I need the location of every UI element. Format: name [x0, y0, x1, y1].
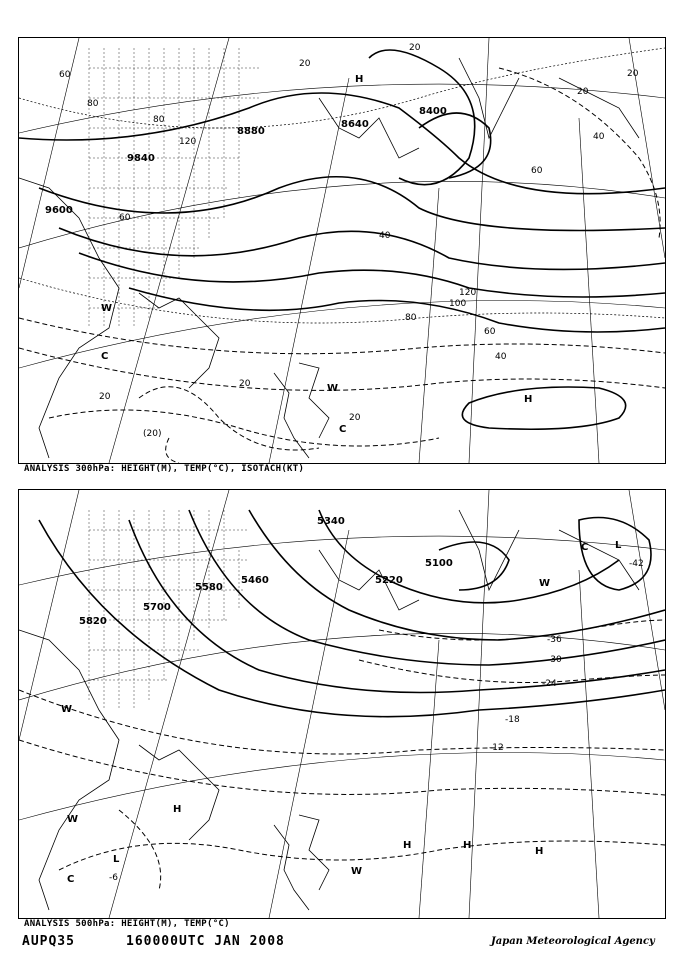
temp-label: -36	[547, 635, 562, 645]
high-center-label: H	[463, 840, 472, 851]
isotach-label: 20	[627, 69, 639, 79]
isotherms	[19, 620, 665, 890]
cold-center-label: C	[67, 874, 75, 885]
height-label: 8400	[419, 106, 447, 117]
temp-label: -30	[547, 655, 562, 665]
isotach-label: 120	[459, 288, 477, 298]
high-center-label: H	[524, 394, 533, 405]
isotach-label: 20	[99, 392, 111, 402]
height-label: 5580	[195, 582, 223, 593]
height-label: 5100	[425, 558, 453, 569]
coastlines	[19, 58, 639, 458]
height-label: 8640	[341, 119, 369, 130]
temp-label: -18	[505, 715, 520, 725]
high-center-label: H	[535, 846, 544, 857]
isotach-label: 40	[495, 352, 507, 362]
temp-label: -24	[542, 679, 557, 689]
height-label: 5340	[317, 516, 345, 527]
agency-credit: Japan Meteorological Agency	[491, 936, 655, 947]
isotach-label: (20)	[143, 429, 162, 439]
caption-300hpa: ANALYSIS 300hPa: HEIGHT(M), TEMP(°C), ISOTACH(KT)	[24, 464, 305, 474]
cold-center-label: C	[101, 351, 109, 362]
isotach-label: 120	[179, 137, 197, 147]
valid-time: 160000UTC JAN 2008	[126, 934, 285, 949]
height-label: 5460	[241, 575, 269, 586]
height-label: 5220	[375, 575, 403, 586]
warm-center-label: W	[351, 866, 363, 877]
isotach-label: 80	[87, 99, 99, 109]
isotach-label: 20	[239, 379, 251, 389]
isotach-label: 20	[577, 87, 589, 97]
jet-hatch	[89, 48, 259, 328]
cold-center-label: C	[581, 542, 589, 553]
low-center-label: L	[615, 540, 622, 551]
height-label: 5820	[79, 616, 107, 627]
isotach-label: 60	[531, 166, 543, 176]
warm-center-label: W	[61, 704, 73, 715]
temp-label: -42	[629, 559, 644, 569]
high-center-label: H	[173, 804, 182, 815]
isotach-label: 60	[484, 327, 496, 337]
isotach-label: 40	[593, 132, 605, 142]
isotach-label: 60	[59, 70, 71, 80]
isotach-label: 20	[299, 59, 311, 69]
warm-center-label: W	[101, 303, 113, 314]
graticule	[19, 38, 665, 463]
high-center-label: H	[355, 74, 364, 85]
warm-center-label: W	[67, 814, 79, 825]
map-300hpa-svg	[19, 38, 665, 463]
temp-label: -12	[489, 743, 504, 753]
low-center-label: L	[113, 854, 120, 865]
product-code: AUPQ35	[22, 934, 75, 949]
temp-label: -6	[109, 873, 118, 883]
warm-center-label: W	[327, 383, 339, 394]
height-label: 5700	[143, 602, 171, 613]
map-500hpa-svg	[19, 490, 665, 918]
isotach-label: 80	[405, 313, 417, 323]
isotach-label: 80	[153, 115, 165, 125]
cold-center-label: C	[339, 424, 347, 435]
isotach-label: 20	[349, 413, 361, 423]
height-contours	[19, 50, 665, 429]
height-label: 8880	[237, 126, 265, 137]
isotach-label: 60	[119, 213, 131, 223]
caption-500hpa: ANALYSIS 500hPa: HEIGHT(M), TEMP(°C)	[24, 919, 230, 929]
isotach-label: 40	[379, 231, 391, 241]
high-center-label: H	[403, 840, 412, 851]
warm-center-label: W	[539, 578, 551, 589]
height-label: 9600	[45, 205, 73, 216]
height-label: 9840	[127, 153, 155, 164]
isotach-label: 100	[449, 299, 467, 309]
map-panel-500hpa	[18, 489, 666, 919]
map-panel-300hpa	[18, 37, 666, 464]
isotach-label: 20	[409, 43, 421, 53]
coastlines	[19, 510, 639, 910]
